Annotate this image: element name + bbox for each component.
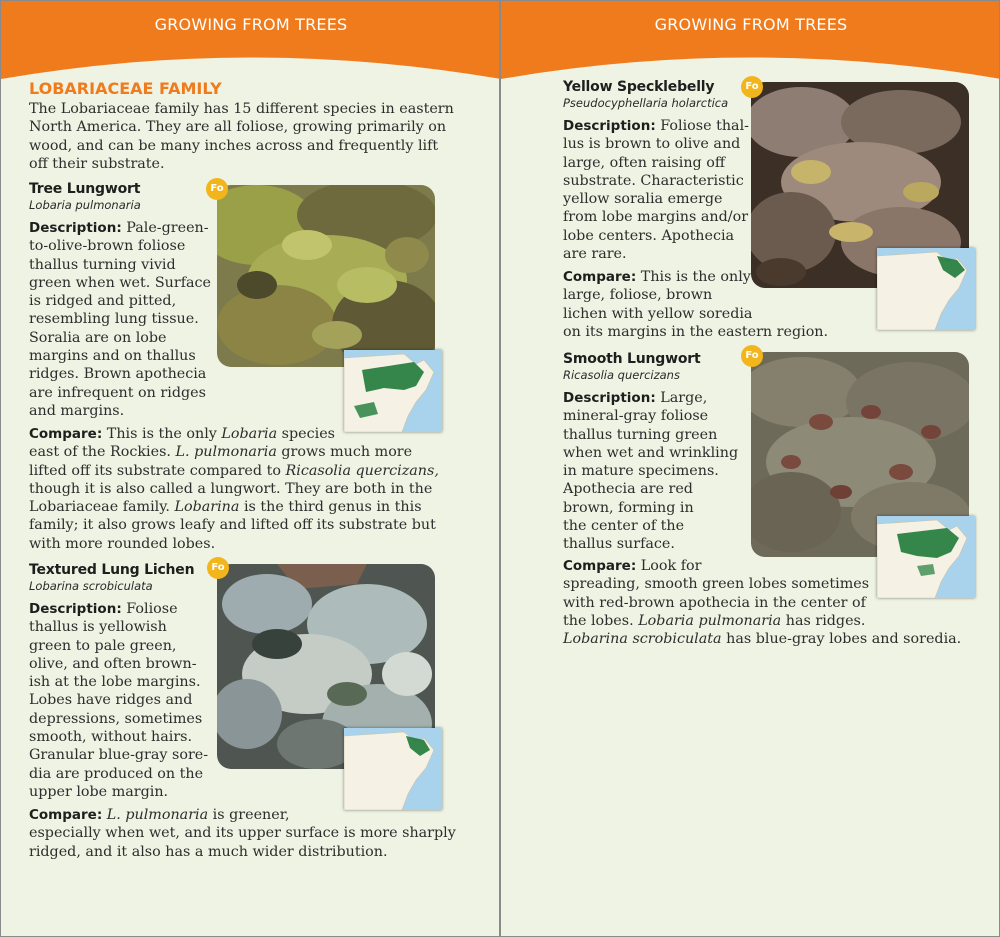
family-title: LOBARIACEAE FAMILY [29, 79, 222, 98]
description-line: dia are produced on the [29, 765, 204, 782]
description-line: Foliose [121, 601, 178, 617]
description-line: smooth, without hairs. [29, 729, 193, 746]
description-block [29, 219, 229, 420]
compare-text: is the third genus in this [239, 499, 422, 516]
description-line: Pale-green- [121, 220, 209, 236]
range-map [344, 350, 442, 432]
description-line: thallus surface. [563, 536, 675, 553]
compare-block [563, 557, 983, 648]
intro-line: The Lobariaceae family has 15 different species in eastern [29, 101, 454, 117]
description-line: from lobe margins and/or [563, 209, 749, 226]
description-line: Foliose thal- [655, 118, 749, 134]
compare-italic: L. pulmonaria [175, 444, 277, 461]
species-name: Yellow Specklebelly [563, 79, 715, 95]
description-line: lus is brown to olive and [563, 136, 741, 153]
species-name: Tree Lungwort [29, 181, 141, 197]
species-name: Textured Lung Lichen [29, 562, 195, 578]
compare-label: Compare: [563, 269, 637, 285]
compare-text: grows much more [276, 444, 413, 461]
foliose-badge: Fo [741, 76, 763, 98]
foliose-badge: Fo [206, 178, 228, 200]
scientific-name: Ricasolia quercizans [563, 368, 680, 382]
description-line: Lobes have ridges and [29, 692, 193, 709]
range-map [344, 728, 442, 810]
compare-italic: Ricasolia quercizans, [285, 462, 439, 479]
compare-italic: Lobarina [174, 499, 240, 516]
description-line: are rare. [563, 246, 627, 263]
description-line: yellow soralia emerge [563, 191, 723, 208]
compare-italic: L. pulmonaria [106, 807, 209, 823]
description-line: thallus turning green [563, 426, 718, 443]
description-line: green to pale green, [29, 637, 177, 654]
right-page [500, 0, 1000, 937]
description-line: mineral-gray foliose [563, 408, 709, 425]
description-line: lobe centers. Apothecia [563, 227, 735, 244]
description-line: thallus is yellowish [29, 619, 167, 636]
description-line: thallus turning vivid [29, 256, 176, 273]
description-line: Soralia are on lobe [29, 329, 167, 346]
description-label: Description: [29, 601, 122, 617]
compare-text: the lobes. [563, 612, 639, 629]
description-block [29, 600, 229, 801]
description-block [563, 117, 763, 263]
description-line: depressions, sometimes [29, 710, 203, 727]
foliose-badge: Fo [207, 557, 229, 579]
intro-line: wood, and can be many inches across and frequently lift [29, 137, 439, 154]
tree-lungwort-photo [217, 185, 435, 367]
description-line: resembling lung tissue. [29, 311, 199, 328]
compare-text: This is the only [102, 426, 222, 442]
description-line: green when wet. Surface [29, 274, 211, 291]
description-line: ish at the lobe margins. [29, 674, 201, 691]
compare-text: Look for [636, 558, 702, 574]
compare-text: on its margins in the eastern region. [563, 323, 829, 340]
compare-text: with more rounded lobes. [29, 535, 216, 552]
description-line: when wet and wrinkling [563, 444, 739, 461]
description-block [563, 389, 763, 554]
description-line: the center of the [563, 518, 685, 535]
compare-text: has ridges. [781, 612, 866, 629]
description-label: Description: [563, 118, 656, 134]
description-label: Description: [29, 220, 122, 236]
description-line: and margins. [29, 402, 125, 419]
scientific-name: Lobaria pulmonaria [29, 198, 141, 212]
compare-label: Compare: [29, 426, 103, 442]
compare-text: has blue-gray lobes and soredia. [721, 631, 962, 648]
compare-text: large, foliose, brown [563, 287, 713, 304]
description-line: brown, forming in [563, 499, 694, 516]
description-line: Apothecia are red [563, 481, 693, 498]
description-line: margins and on thallus [29, 348, 196, 365]
description-line: is ridged and pitted, [29, 293, 177, 310]
compare-text: Lobariaceae family. [29, 499, 175, 516]
scientific-name: Lobarina scrobiculata [29, 579, 153, 593]
compare-text: This is the only [636, 269, 751, 285]
compare-text: though it is also called a lungwort. They are both in the [29, 480, 433, 497]
compare-label: Compare: [563, 558, 637, 574]
description-label: Description: [563, 390, 656, 406]
description-line: Large, [655, 390, 708, 406]
range-map [877, 248, 975, 330]
compare-italic: Lobarina scrobiculata [563, 631, 722, 648]
compare-text: especially when wet, and its upper surface is more sharply [29, 825, 456, 842]
compare-text: species [277, 426, 336, 442]
compare-text: is greener, [208, 807, 290, 823]
section-header: GROWING FROM TREES [654, 15, 848, 34]
description-line: substrate. Characteristic [563, 172, 744, 189]
description-line: are infrequent on ridges [29, 384, 206, 401]
scientific-name: Pseudocyphellaria holarctica [563, 96, 729, 110]
compare-text: spreading, smooth green lobes sometimes [563, 576, 870, 593]
header-band [1, 1, 500, 91]
description-line: to-olive-brown foliose [29, 238, 186, 255]
compare-italic: Lobaria pulmonaria [638, 612, 782, 629]
compare-text: ridged, and it also has a much wider distribution. [29, 843, 388, 860]
intro-line: North America. They are all foliose, growing primarily on [29, 119, 447, 136]
compare-text: lifted off its substrate compared to [29, 462, 286, 479]
compare-block [29, 425, 469, 553]
family-intro [29, 100, 469, 173]
compare-text: lichen with yellow soredia [563, 305, 753, 322]
species-name: Smooth Lungwort [563, 351, 701, 367]
description-line: in mature specimens. [563, 463, 719, 480]
compare-text: east of the Rockies. [29, 444, 176, 461]
compare-block [563, 268, 883, 341]
compare-text: family; it also grows leafy and lifted off its substrate but [29, 517, 436, 534]
description-line: upper lobe margin. [29, 783, 169, 800]
compare-italic: Lobaria [221, 426, 278, 442]
description-line: large, often raising off [563, 154, 725, 171]
compare-text: with red-brown apothecia in the center of [563, 594, 866, 611]
compare-block [29, 806, 469, 861]
compare-label: Compare: [29, 807, 103, 823]
description-line: ridges. Brown apothecia [29, 366, 207, 383]
section-header: GROWING FROM TREES [154, 15, 348, 34]
description-line: olive, and often brown- [29, 655, 197, 672]
intro-line: off their substrate. [29, 155, 165, 172]
description-line: Granular blue-gray sore- [29, 747, 209, 764]
foliose-badge: Fo [741, 345, 763, 367]
